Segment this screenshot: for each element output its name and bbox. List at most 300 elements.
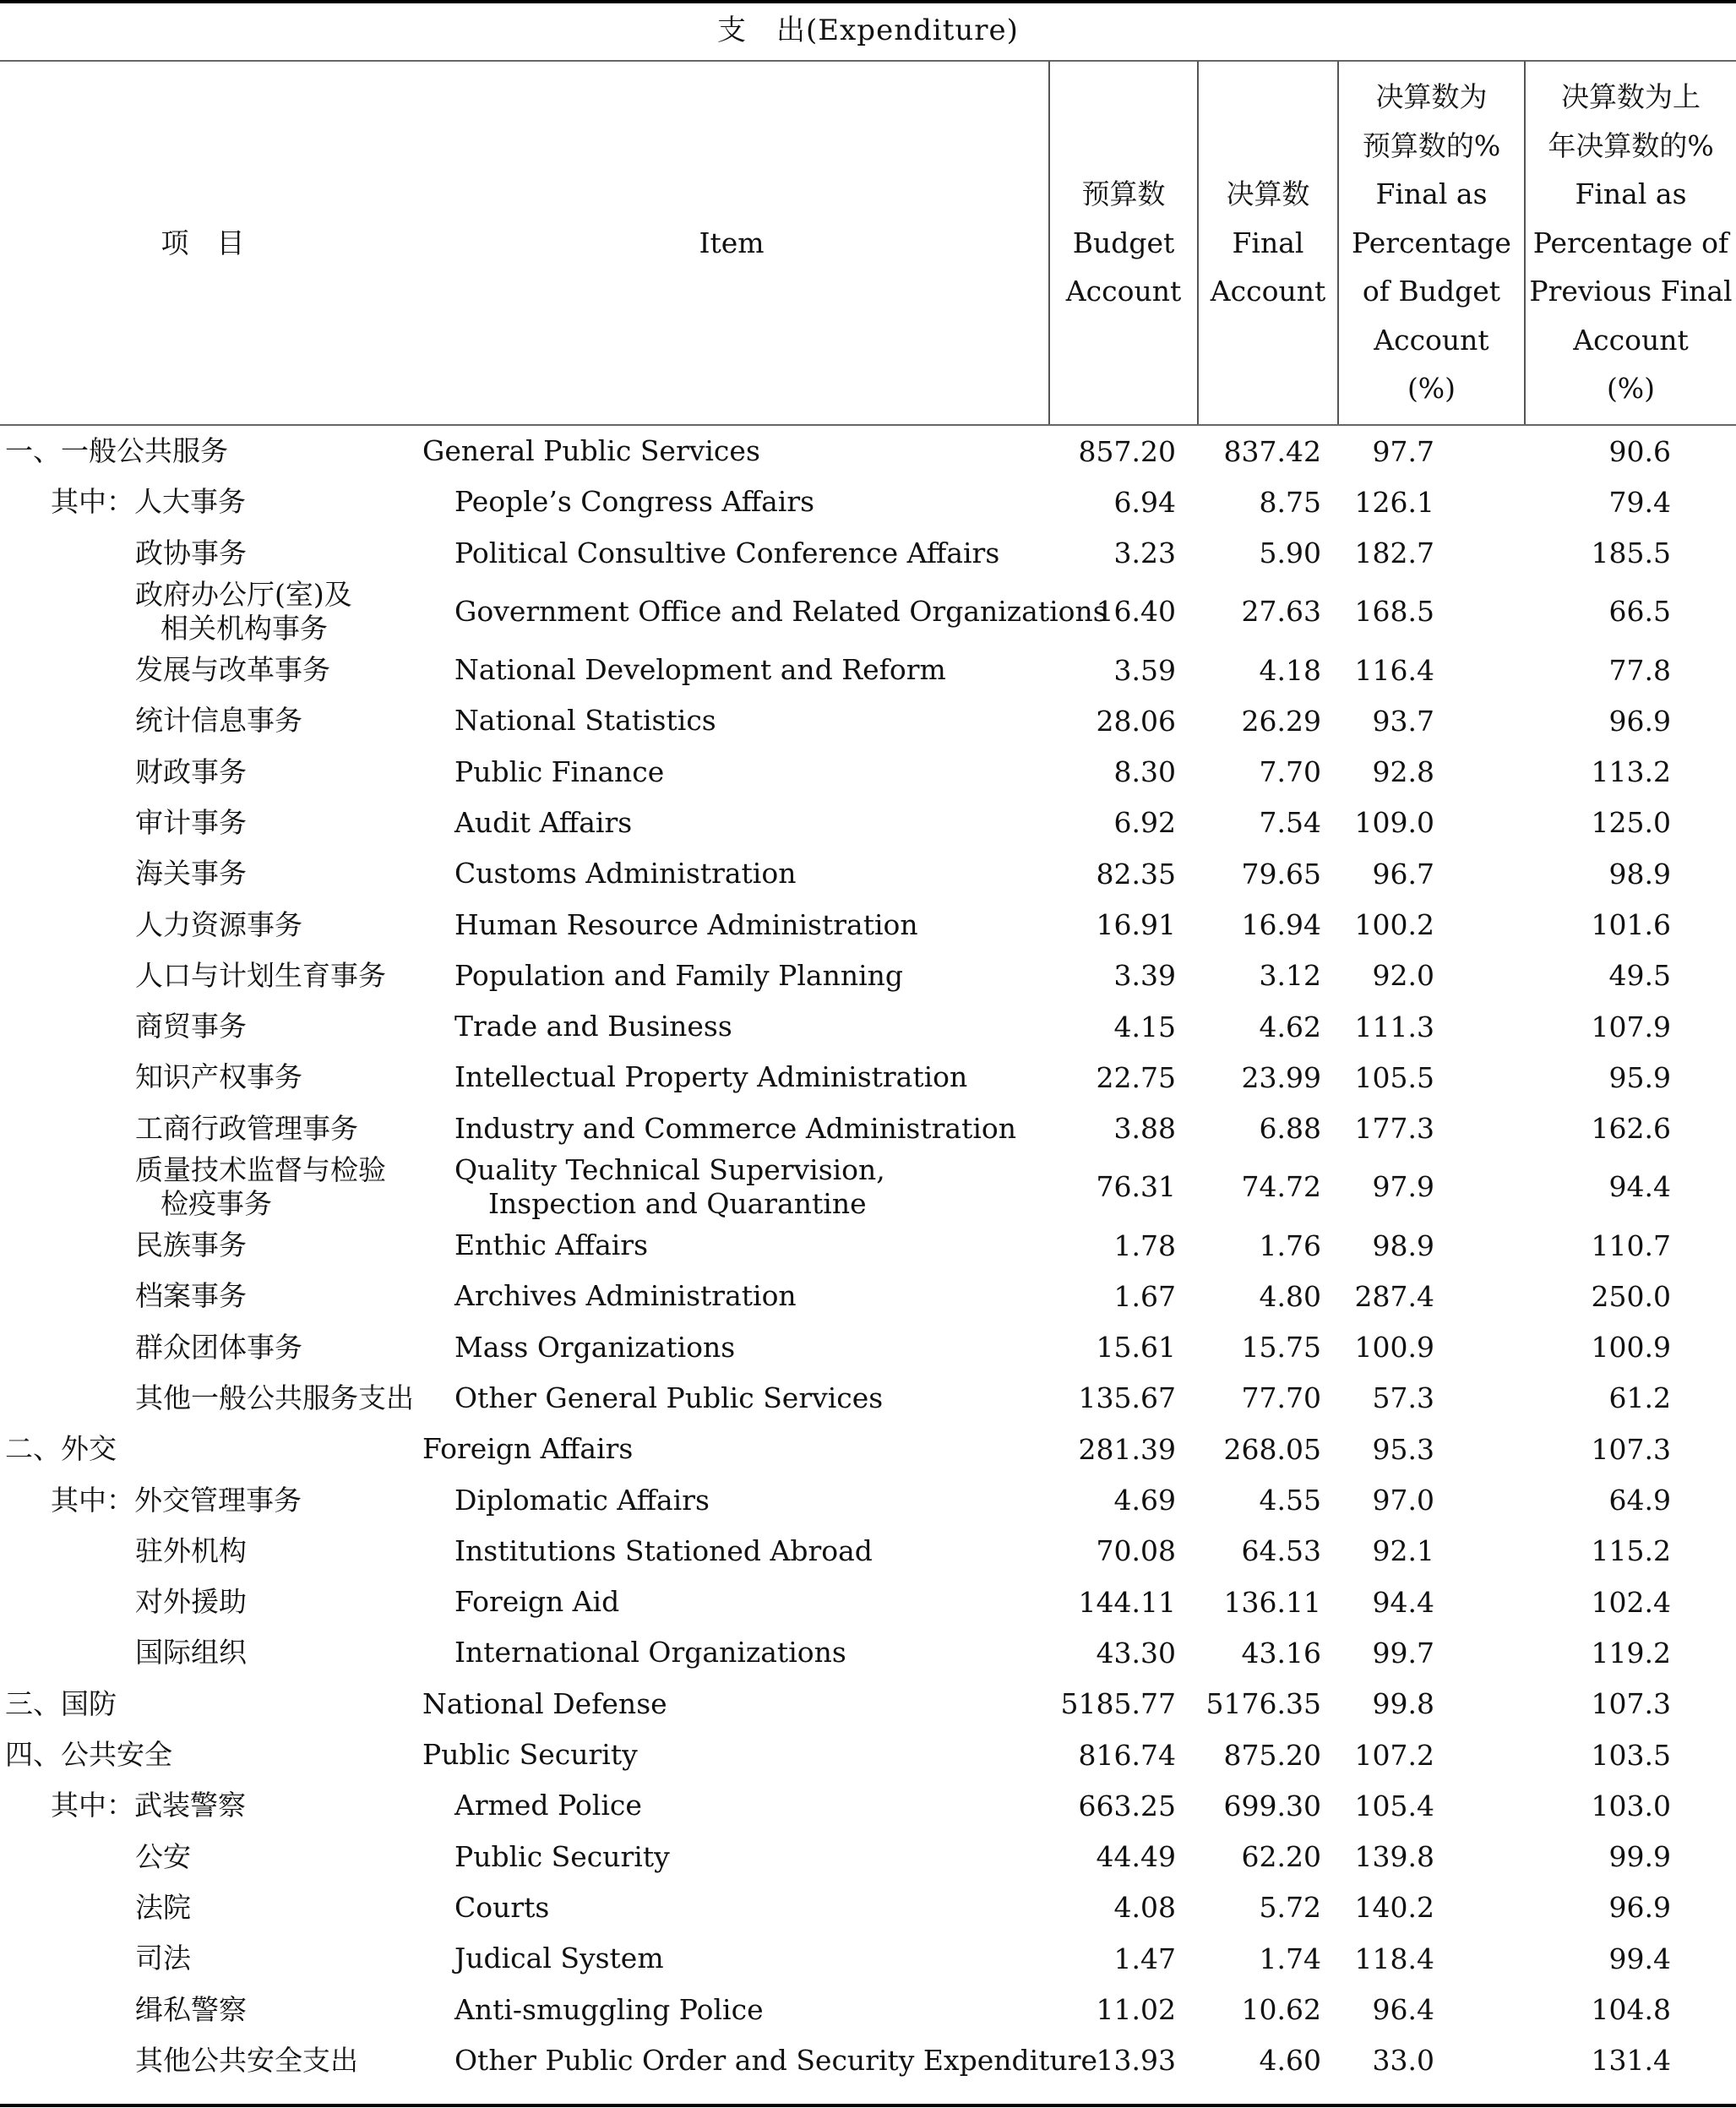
pct-budget-cell: 105.4: [1354, 1789, 1434, 1822]
table-row: [0, 645, 1736, 695]
table-body: [0, 426, 1736, 2104]
item-cn-cell: [0, 1220, 414, 1271]
item-en-text: Government Office and Related Organizations: [454, 594, 1107, 628]
item-cn-cell: [0, 1780, 414, 1831]
item-cn-text: 检疫事务: [161, 1186, 272, 1220]
header-final: [1199, 61, 1337, 425]
pct-budget-cell: 93.7: [1372, 704, 1434, 738]
final-cell: 837.42: [1223, 434, 1321, 468]
budget-cell: 3.39: [1113, 959, 1176, 993]
item-cn-cell: [0, 747, 414, 798]
final-cell: 5176.35: [1205, 1687, 1321, 1721]
item-en-cell: [422, 1154, 1046, 1220]
final-cell: 74.72: [1241, 1170, 1321, 1204]
item-cn-text: 司法: [135, 1942, 191, 1975]
pct-budget-cell: 118.4: [1354, 1942, 1434, 1975]
pct-budget-cell: 140.2: [1354, 1891, 1434, 1925]
pct-prev-cell: 95.9: [1608, 1060, 1671, 1094]
item-en-cell: [422, 2035, 1098, 2086]
budget-cell: 16.40: [1096, 595, 1176, 629]
pct-prev-cell: 99.9: [1608, 1840, 1671, 1874]
pct-prev-cell: 90.6: [1608, 434, 1671, 468]
final-cell: 4.55: [1259, 1484, 1321, 1517]
item-cn-text: 二、外交: [5, 1432, 117, 1466]
bottom-rule: [0, 2104, 1736, 2107]
item-cn-text: 群众团体事务: [135, 1330, 302, 1364]
item-en-cell: [422, 1526, 1046, 1577]
item-en-text: Archives Administration: [454, 1279, 797, 1313]
budget-cell: 1.78: [1113, 1228, 1176, 1262]
item-cn-cell: [0, 1154, 414, 1220]
item-cn-text: 一、一般公共服务: [5, 434, 228, 468]
budget-cell: 16.91: [1096, 908, 1176, 942]
table-row: [0, 798, 1736, 848]
budget-cell: 13.93: [1096, 2044, 1176, 2078]
pct-budget-cell: 95.3: [1372, 1432, 1434, 1466]
table-row: [0, 951, 1736, 1001]
item-cn-text: 其他一般公共服务支出: [135, 1381, 414, 1414]
budget-cell: 3.59: [1113, 653, 1176, 687]
budget-cell: 76.31: [1096, 1170, 1176, 1204]
item-cn-text: 其他公共安全支出: [135, 2043, 358, 2077]
table-row: [0, 1474, 1736, 1525]
header-line: Budget: [1072, 226, 1175, 259]
item-en-text: Public Security: [454, 1839, 670, 1873]
item-cn-cell: [0, 899, 414, 950]
item-en-cell: [422, 1882, 1046, 1933]
budget-cell: 4.69: [1113, 1484, 1176, 1517]
header-budget: [1050, 61, 1197, 425]
header-item-en: [647, 61, 816, 425]
header-line: Account: [1065, 275, 1182, 308]
item-en-cell: [422, 951, 1046, 1001]
header-line: Final as: [1375, 177, 1488, 211]
item-en-cell: [422, 1373, 1046, 1424]
item-cn-cell: [0, 2035, 414, 2086]
item-en-text: Human Resource Administration: [454, 907, 918, 941]
pct-budget-cell: 97.9: [1372, 1170, 1434, 1204]
final-cell: 8.75: [1259, 485, 1321, 519]
pct-prev-cell: 100.9: [1591, 1331, 1671, 1364]
item-en-cell: [422, 899, 1046, 950]
pct-prev-cell: 66.5: [1608, 595, 1671, 629]
item-cn-cell: [0, 579, 414, 645]
item-cn-cell: [0, 1526, 414, 1577]
item-en-text: Intellectual Property Administration: [454, 1060, 968, 1094]
final-cell: 4.62: [1259, 1010, 1321, 1043]
budget-cell: 43.30: [1096, 1636, 1176, 1670]
pct-prev-cell: 64.9: [1608, 1484, 1671, 1517]
pct-budget-cell: 111.3: [1354, 1010, 1434, 1043]
item-cn-text: 统计信息事务: [135, 704, 302, 738]
item-en-cell: [422, 1729, 1046, 1780]
table-row: [0, 1154, 1736, 1220]
item-cn-text: 审计事务: [135, 805, 247, 839]
item-cn-cell: [0, 695, 414, 746]
header-item-cn: [110, 61, 296, 425]
table-row: [0, 1679, 1736, 1729]
final-cell: 64.53: [1241, 1534, 1321, 1568]
header-line: 预算数的%: [1362, 128, 1501, 162]
item-cn-cell: [0, 1322, 414, 1373]
pct-budget-cell: 92.1: [1372, 1534, 1434, 1568]
item-en-text: Foreign Affairs: [422, 1432, 634, 1466]
item-cn-text: 知识产权事务: [135, 1060, 302, 1094]
item-cn-cell: [0, 1103, 414, 1154]
pct-budget-cell: 97.7: [1372, 434, 1434, 468]
pct-prev-cell: 103.0: [1591, 1789, 1671, 1822]
budget-cell: 816.74: [1078, 1738, 1176, 1772]
table-row: [0, 1933, 1736, 1984]
table-row: [0, 579, 1736, 645]
header-line: 预算数: [1081, 177, 1166, 211]
table-row: [0, 1832, 1736, 1882]
header-line: Previous Final: [1529, 275, 1733, 308]
header-line: 年决算数的%: [1548, 128, 1714, 162]
item-en-cell: [422, 747, 1046, 798]
item-cn-text: 发展与改革事务: [135, 653, 330, 687]
table-row: [0, 747, 1736, 798]
item-en-text: Other Public Order and Security Expenditure: [454, 2043, 1098, 2077]
pct-budget-cell: 99.7: [1372, 1636, 1434, 1670]
item-en-cell: [422, 1271, 1046, 1321]
item-cn-cell: [0, 798, 414, 848]
header-line: Final as: [1575, 177, 1687, 211]
item-cn-text: 法院: [135, 1890, 191, 1924]
item-en-text: Political Consultive Conference Affairs: [454, 536, 1000, 569]
item-cn-cell: [0, 426, 414, 477]
final-cell: 79.65: [1241, 857, 1321, 891]
header-line: Percentage: [1352, 226, 1511, 259]
item-cn-cell: [0, 477, 414, 527]
pct-budget-cell: 97.0: [1372, 1484, 1434, 1517]
pct-prev-cell: 79.4: [1608, 485, 1671, 519]
pct-prev-cell: 103.5: [1591, 1738, 1671, 1772]
budget-cell: 8.30: [1113, 755, 1176, 789]
final-cell: 62.20: [1241, 1840, 1321, 1874]
item-en-cell: [422, 1679, 1046, 1729]
item-cn-text: 商贸事务: [135, 1010, 247, 1043]
item-en-text: Trade and Business: [454, 1010, 732, 1043]
final-cell: 699.30: [1223, 1789, 1321, 1822]
item-cn-cell: [0, 848, 414, 899]
item-en-text: National Statistics: [454, 704, 716, 738]
item-cn-cell: [0, 1001, 414, 1052]
header-pct-budget: [1339, 61, 1524, 425]
item-cn-text: 政协事务: [135, 536, 247, 569]
item-en-cell: [422, 1424, 1046, 1474]
budget-cell: 144.11: [1078, 1585, 1176, 1619]
item-cn-text: 其中：外交管理事务: [51, 1483, 302, 1517]
pct-budget-cell: 99.8: [1372, 1687, 1434, 1721]
item-cn-text: 其中：人大事务: [51, 485, 246, 519]
budget-cell: 44.49: [1096, 1840, 1176, 1874]
header-item-en-label: Item: [699, 226, 765, 259]
item-en-text: Customs Administration: [454, 857, 797, 891]
item-en-text: Population and Family Planning: [454, 958, 904, 992]
final-cell: 1.74: [1259, 1942, 1321, 1975]
item-cn-text: 国际组织: [135, 1636, 247, 1670]
item-cn-cell: [0, 1627, 414, 1678]
final-cell: 23.99: [1241, 1060, 1321, 1094]
pct-budget-cell: 139.8: [1354, 1840, 1434, 1874]
item-en-text: National Development and Reform: [454, 653, 946, 687]
item-cn-cell: [0, 1577, 414, 1627]
table-row: [0, 1103, 1736, 1154]
budget-cell: 4.08: [1113, 1891, 1176, 1925]
header-line: (%): [1407, 372, 1456, 406]
table-row: [0, 528, 1736, 579]
item-en-cell: [422, 477, 1046, 527]
final-cell: 7.70: [1259, 755, 1321, 789]
budget-cell: 5185.77: [1060, 1687, 1176, 1721]
table-row: [0, 899, 1736, 950]
pct-prev-cell: 107.9: [1591, 1010, 1671, 1043]
final-cell: 5.72: [1259, 1891, 1321, 1925]
budget-cell: 6.92: [1113, 806, 1176, 840]
final-cell: 77.70: [1241, 1381, 1321, 1415]
final-cell: 4.18: [1259, 653, 1321, 687]
item-en-text: Public Finance: [454, 754, 665, 788]
pct-prev-cell: 104.8: [1591, 1993, 1671, 2027]
item-cn-text: 缉私警察: [135, 1992, 247, 2026]
final-cell: 26.29: [1241, 704, 1321, 738]
item-cn-cell: [0, 1373, 414, 1424]
item-en-cell: [422, 848, 1046, 899]
item-cn-cell: [0, 1474, 414, 1525]
table-row: [0, 2035, 1736, 2086]
item-en-text: People’s Congress Affairs: [454, 485, 815, 519]
table-row: [0, 695, 1736, 746]
pct-prev-cell: 94.4: [1608, 1170, 1671, 1204]
item-en-cell: [422, 695, 1046, 746]
item-cn-cell: [0, 1933, 414, 1984]
item-en-text: Audit Affairs: [454, 805, 633, 839]
pct-prev-cell: 99.4: [1608, 1942, 1671, 1975]
pct-budget-cell: 116.4: [1354, 653, 1434, 687]
pct-prev-cell: 101.6: [1591, 908, 1671, 942]
item-en-text: Courts: [454, 1890, 550, 1924]
item-en-cell: [422, 1627, 1046, 1678]
pct-prev-cell: 125.0: [1591, 806, 1671, 840]
item-en-text: Public Security: [422, 1738, 638, 1772]
final-cell: 27.63: [1241, 595, 1321, 629]
table-row: [0, 426, 1736, 477]
table-row: [0, 1001, 1736, 1052]
table-row: [0, 848, 1736, 899]
item-en-text: Inspection and Quarantine: [488, 1186, 867, 1220]
table-row: [0, 1627, 1736, 1678]
budget-cell: 28.06: [1096, 704, 1176, 738]
pct-prev-cell: 102.4: [1591, 1585, 1671, 1619]
header-line: Final: [1232, 226, 1304, 259]
item-cn-text: 四、公共安全: [5, 1738, 172, 1772]
item-cn-text: 质量技术监督与检验: [135, 1152, 386, 1186]
item-en-text: Other General Public Services: [454, 1381, 884, 1414]
item-en-cell: [422, 645, 1046, 695]
item-en-cell: [422, 1103, 1046, 1154]
table-row: [0, 1424, 1736, 1474]
item-en-cell: [422, 1052, 1046, 1103]
item-cn-cell: [0, 1271, 414, 1321]
pct-prev-cell: 96.9: [1608, 1891, 1671, 1925]
table-row: [0, 1526, 1736, 1577]
item-en-cell: [422, 426, 1046, 477]
item-en-cell: [422, 1220, 1046, 1271]
header-line: Account: [1374, 323, 1489, 357]
pct-prev-cell: 77.8: [1608, 653, 1671, 687]
pct-prev-cell: 119.2: [1591, 1636, 1671, 1670]
pct-prev-cell: 61.2: [1608, 1381, 1671, 1415]
pct-budget-cell: 98.9: [1372, 1228, 1434, 1262]
pct-budget-cell: 94.4: [1372, 1585, 1434, 1619]
final-cell: 7.54: [1259, 806, 1321, 840]
item-en-cell: [422, 1832, 1046, 1882]
pct-prev-cell: 107.3: [1591, 1432, 1671, 1466]
final-cell: 136.11: [1223, 1585, 1321, 1619]
pct-budget-cell: 57.3: [1372, 1381, 1434, 1415]
item-cn-text: 财政事务: [135, 754, 247, 788]
final-cell: 3.12: [1259, 959, 1321, 993]
item-cn-text: 其中：武装警察: [51, 1789, 246, 1822]
item-en-text: International Organizations: [454, 1636, 846, 1670]
item-en-text: Enthic Affairs: [454, 1228, 649, 1262]
budget-cell: 6.94: [1113, 485, 1176, 519]
pct-budget-cell: 100.9: [1354, 1331, 1434, 1364]
item-cn-text: 海关事务: [135, 857, 247, 891]
table-row: [0, 1984, 1736, 2034]
item-en-text: Armed Police: [454, 1789, 642, 1822]
item-en-text: General Public Services: [422, 434, 760, 468]
final-cell: 4.60: [1259, 2044, 1321, 2078]
final-cell: 1.76: [1259, 1228, 1321, 1262]
item-cn-cell: [0, 1424, 414, 1474]
item-cn-text: 人力资源事务: [135, 907, 302, 941]
top-rule: [0, 0, 1736, 3]
item-en-cell: [422, 1933, 1046, 1984]
pct-budget-cell: 33.0: [1372, 2044, 1434, 2078]
budget-cell: 1.67: [1113, 1279, 1176, 1313]
header-line: 决算数为: [1375, 79, 1488, 113]
item-cn-text: 驻外机构: [135, 1533, 247, 1567]
pct-prev-cell: 98.9: [1608, 857, 1671, 891]
pct-budget-cell: 109.0: [1354, 806, 1434, 840]
item-cn-cell: [0, 951, 414, 1001]
final-cell: 4.80: [1259, 1279, 1321, 1313]
table-row: [0, 1052, 1736, 1103]
item-cn-cell: [0, 1729, 414, 1780]
table-row: [0, 1373, 1736, 1424]
pct-budget-cell: 182.7: [1354, 537, 1434, 570]
final-cell: 268.05: [1223, 1432, 1321, 1466]
pct-budget-cell: 107.2: [1354, 1738, 1434, 1772]
final-cell: 5.90: [1259, 537, 1321, 570]
table-title: 支 出(Expenditure): [717, 14, 1019, 47]
budget-cell: 70.08: [1096, 1534, 1176, 1568]
item-cn-text: 工商行政管理事务: [135, 1111, 358, 1145]
table-row: [0, 1271, 1736, 1321]
budget-cell: 15.61: [1096, 1331, 1176, 1364]
table-row: [0, 1780, 1736, 1831]
header-line: Account: [1573, 323, 1689, 357]
pct-prev-cell: 96.9: [1608, 704, 1671, 738]
budget-cell: 1.47: [1113, 1942, 1176, 1975]
table-row: [0, 1220, 1736, 1271]
budget-cell: 3.23: [1113, 537, 1176, 570]
table-row: [0, 1322, 1736, 1373]
pct-prev-cell: 107.3: [1591, 1687, 1671, 1721]
item-cn-text: 相关机构事务: [161, 611, 328, 645]
pct-prev-cell: 49.5: [1608, 959, 1671, 993]
item-en-cell: [422, 1984, 1046, 2034]
item-cn-cell: [0, 1984, 414, 2034]
item-en-cell: [422, 579, 1107, 645]
item-cn-cell: [0, 528, 414, 579]
pct-prev-cell: 162.6: [1591, 1112, 1671, 1146]
item-en-cell: [422, 1577, 1046, 1627]
pct-prev-cell: 131.4: [1591, 2044, 1671, 2078]
header-line: (%): [1606, 372, 1656, 406]
pct-budget-cell: 96.7: [1372, 857, 1434, 891]
budget-cell: 857.20: [1078, 434, 1176, 468]
header-line: of Budget: [1362, 275, 1501, 308]
item-en-text: Judical System: [454, 1942, 664, 1975]
item-en-text: National Defense: [422, 1686, 667, 1720]
pct-prev-cell: 113.2: [1591, 755, 1671, 789]
budget-cell: 82.35: [1096, 857, 1176, 891]
item-cn-text: 政府办公厅(室)及: [135, 577, 352, 611]
item-en-text: Institutions Stationed Abroad: [454, 1533, 873, 1567]
item-en-cell: [422, 528, 1046, 579]
pct-budget-cell: 96.4: [1372, 1993, 1434, 2027]
item-cn-text: 档案事务: [135, 1279, 247, 1313]
item-cn-cell: [0, 1832, 414, 1882]
pct-prev-cell: 185.5: [1591, 537, 1671, 570]
item-cn-text: 三、国防: [5, 1686, 117, 1720]
item-cn-text: 公安: [135, 1839, 191, 1873]
item-cn-cell: [0, 1052, 414, 1103]
item-cn-text: 人口与计划生育事务: [135, 958, 386, 992]
table-row: [0, 1577, 1736, 1627]
pct-prev-cell: 110.7: [1591, 1228, 1671, 1262]
pct-prev-cell: 115.2: [1591, 1534, 1671, 1568]
item-cn-text: 对外援助: [135, 1585, 247, 1619]
item-en-cell: [422, 1780, 1046, 1831]
pct-budget-cell: 100.2: [1354, 908, 1434, 942]
pct-budget-cell: 126.1: [1354, 485, 1434, 519]
final-cell: 16.94: [1241, 908, 1321, 942]
budget-cell: 4.15: [1113, 1010, 1176, 1043]
item-en-cell: [422, 1322, 1046, 1373]
final-cell: 6.88: [1259, 1112, 1321, 1146]
header-line: Account: [1210, 275, 1326, 308]
item-en-cell: [422, 798, 1046, 848]
pct-budget-cell: 287.4: [1354, 1279, 1434, 1313]
item-cn-text: 民族事务: [135, 1228, 247, 1262]
table-row: [0, 1729, 1736, 1780]
item-en-text: Anti-smuggling Police: [454, 1992, 764, 2026]
item-cn-cell: [0, 1882, 414, 1933]
item-en-text: Industry and Commerce Administration: [454, 1111, 1017, 1145]
header-line: Percentage of: [1532, 226, 1729, 259]
header-line: 决算数为上: [1561, 79, 1701, 113]
item-en-text: Diplomatic Affairs: [454, 1483, 710, 1517]
item-en-cell: [422, 1474, 1046, 1525]
table-row: [0, 1882, 1736, 1933]
budget-cell: 11.02: [1096, 1993, 1176, 2027]
item-en-text: Mass Organizations: [454, 1330, 736, 1364]
header-line: 决算数: [1226, 177, 1310, 211]
